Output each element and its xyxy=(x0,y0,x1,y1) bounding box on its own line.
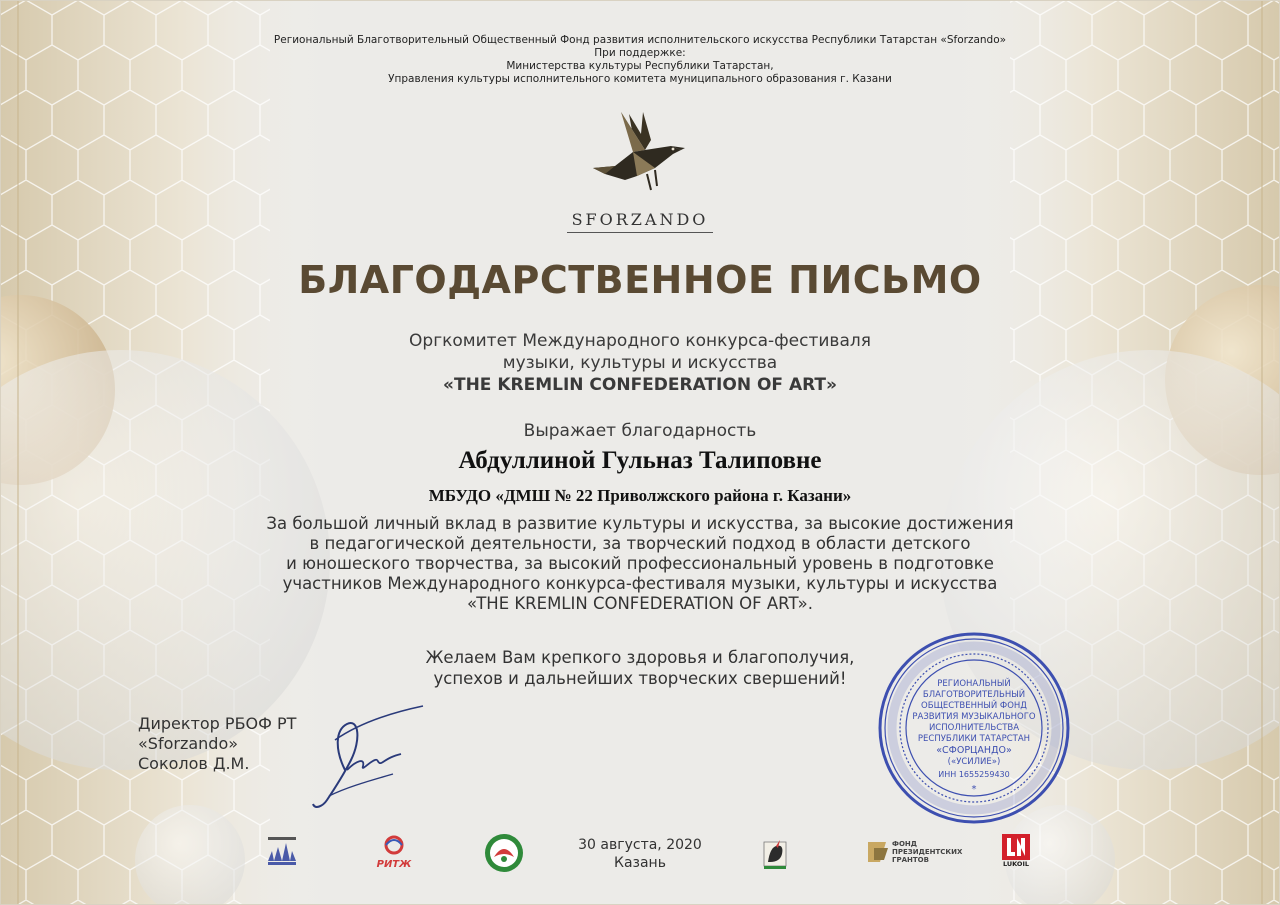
organizer-line: музыки, культуры и искусства xyxy=(502,353,778,373)
director-block xyxy=(138,714,296,774)
reason-line: и юношеского творчества, за высокий профессиональный уровень в подготовке xyxy=(286,554,994,573)
date-location xyxy=(550,836,730,872)
event-name: «THE KREMLIN CONFEDERATION OF ART» xyxy=(442,375,838,395)
recipient-name: Абдуллиной Гульназ Талиповне xyxy=(458,447,822,474)
wish-line: Желаем Вам крепкого здоровья и благополучия, xyxy=(425,648,855,667)
svg-text:*: * xyxy=(971,784,977,795)
logo-text: SFORZANDO xyxy=(571,210,709,229)
grants-fund-line: ГРАНТОВ xyxy=(892,856,929,864)
reason-text xyxy=(0,514,1280,614)
seal-line: («УСИЛИЕ») xyxy=(947,757,1001,767)
director-name: Соколов Д.М. xyxy=(138,754,250,773)
wish-text xyxy=(0,647,1280,689)
presidential-grants-fund-logo xyxy=(866,838,966,872)
director-org: «Sforzando» xyxy=(138,734,239,753)
header-line: Министерства культуры Республики Татарстан, xyxy=(506,60,774,72)
kazan-zilant-logo-icon xyxy=(758,836,792,872)
page-title: БЛАГОДАРСТВЕННОЕ ПИСЬМО xyxy=(298,258,982,302)
seal-line: ИНН 1655259430 xyxy=(938,770,1010,779)
seal-line: РАЗВИТИЯ МУЗЫКАЛЬНОГО xyxy=(912,712,1036,722)
header-line: При поддержке: xyxy=(594,47,686,59)
header-organization xyxy=(0,34,1280,86)
city-text: Казань xyxy=(614,855,666,871)
school-name: МБУДО «ДМШ № 22 Приволжского района г. Казани» xyxy=(428,486,852,505)
lukoil-text: LUKOIL xyxy=(1002,860,1030,868)
organizer-line: Оргкомитет Международного конкурса-фестиваля xyxy=(409,331,871,351)
official-seal-icon xyxy=(876,630,1072,826)
signature-icon xyxy=(305,700,430,815)
ritzh-logo-icon xyxy=(372,835,416,871)
header-line: Региональный Благотворительный Общественный Фонд развития исполнительского искусства Республики Татарстан «Sforzando» xyxy=(273,34,1007,46)
reason-line: в педагогической деятельности, за творческий подход в области детского xyxy=(309,534,971,553)
bird-logo-icon xyxy=(585,106,695,196)
seal-line: РЕГИОНАЛЬНЫЙ xyxy=(937,679,1011,689)
seal-line: ИСПОЛНИТЕЛЬСТВА xyxy=(928,723,1020,733)
organizer-block xyxy=(0,330,1280,396)
date-text: 30 августа, 2020 xyxy=(578,837,702,853)
header-line: Управления культуры исполнительного комитета муниципального образования г. Казани xyxy=(388,73,892,85)
reason-line: участников Международного конкурса-фестиваля музыки, культуры и искусства xyxy=(282,574,998,593)
logo-underline xyxy=(567,232,713,233)
lukoil-logo xyxy=(998,834,1034,870)
thanks-text: Выражает благодарность xyxy=(523,421,757,441)
lukoil-icon xyxy=(1002,834,1030,860)
ritzh-text: РИТЖ xyxy=(376,859,412,870)
seal-line: ОБЩЕСТВЕННЫЙ ФОНД xyxy=(921,701,1027,711)
grants-fund-text xyxy=(892,840,962,864)
tatarstan-ministry-logo-icon xyxy=(484,833,524,873)
seal-line: РЕСПУБЛИКИ ТАТАРСТАН xyxy=(917,734,1031,744)
seal-line: «СФОРЦАНДО» xyxy=(936,745,1012,756)
grants-fund-line: ПРЕЗИДЕНТСКИХ xyxy=(892,848,963,856)
grants-fund-icon xyxy=(866,838,890,864)
grants-fund-line: ФОНД xyxy=(892,840,917,848)
reason-line: «THE KREMLIN CONFEDERATION OF ART». xyxy=(467,594,813,613)
reason-line: За большой личный вклад в развитие культуры и искусства, за высокие достижения xyxy=(266,514,1014,533)
director-title: Директор РБОФ РТ xyxy=(138,714,297,733)
wish-line: успехов и дальнейших творческих свершений! xyxy=(433,669,847,688)
seal-line: БЛАГОТВОРИТЕЛЬНЫЙ xyxy=(922,690,1026,700)
kazan-kremlin-logo-icon xyxy=(264,833,300,869)
